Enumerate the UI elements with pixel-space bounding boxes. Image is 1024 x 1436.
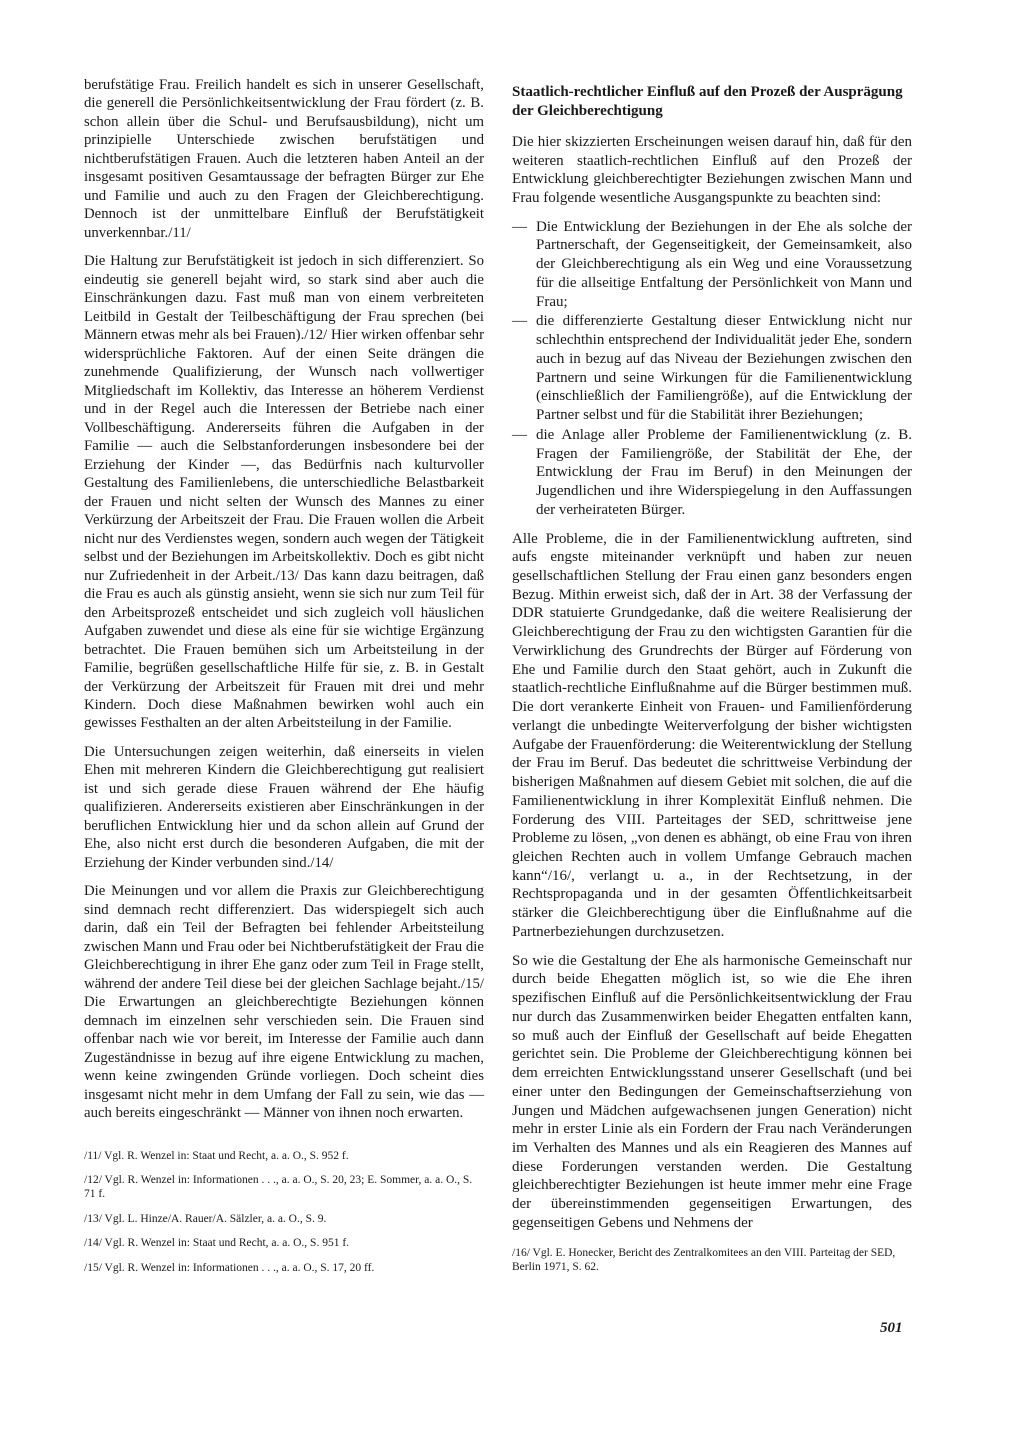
paragraph: Die Meinungen und vor allem die Praxis zur Gleichberechtigung sind demnach recht differenziert. Das widerspiegelt sich auch darin, daß ein Teil der Befragten bei fehlender Arbeitsteilung zwischen Mann und Frau oder bei Nichtberufstätigkeit der Frau die Gleichberechtigung in ihrer Ehe ganz oder zum Teil in Frage stellt, während der andere Teil diese bei der gleichen Sachlage bejaht./15/ Die Erwartungen an gleichberechtigte Beziehungen können demnach im einzelnen sehr verschieden sein. Die Frauen sind offenbar nach wie vor bereit, im Interesse der Familie auch dann Zugeständnisse in bezug auf ihre eigene Entwicklung zu machen, wenn keine zwingenden Gründe vorliegen. Doch scheint dies insgesamt nicht mehr in dem Umfang der Fall zu sein, wie das — auch bereits eingeschränkt — Männer von ihnen noch erwarten. [84,883,484,1122]
footnote: /16/ Vgl. E. Honecker, Bericht des Zentralkomitees an den VIII. Parteitag der SED, Berlin 1971, S. 62. [512,1246,896,1274]
paragraph: Alle Probleme, die in der Familienentwicklung auftreten, sind aufs engste miteinander verknüpft und haben zur neuen gesellschaftlichen Stellung der Frau einen ganz besonders engen Bezug. Mithin erweist sich, daß der in Art. 38 der Verfassung der DDR statuierte Grundgedanke, daß die weitere Realisierung der Gleichberechtigung der Frau zu den wichtigsten Garantien für die Verwirklichung des Grundrechts der Bürger auf Förderung von Ehe und Familie durch den Staat gehört, auch in Zukunft die staatlich-rechtliche Einflußnahme auf die Bürger bestimmen muß. Die dort verankerte Einheit von Frauen- und Familienförderung verlangt die unbedingte Weiterverfolgung der bisher wichtigsten Aufgabe der Frauenförderung: die Weiterentwicklung der Stellung der Frau im Beruf. Das bedeutet die schrittweise Verbindung der bisherigen Maßnahmen auf diesem Gebiet mit solchen, die auf die Familienentwicklung in ihrer Komplexität Einfluß nehmen. Die Forderung des VIII. Parteitages der SED, schrittweise jene Probleme zu lösen, „von denen es abhängt, ob eine Frau von ihren gleichen Rechten auch in vollem Umfange Gebrauch machen kann“/16/, verlangt u. a., in der Rechtsetzung, in der Rechtspropaganda und in der gesamten Öffentlichkeitsarbeit stärker die Gleichberechtigung über die Einflußnahme auf die Partnerbeziehungen durchzusetzen. [512,530,912,940]
list-item: — Die Entwicklung der Beziehungen in der Ehe als solche der Partnerschaft, der Gegenseitigkeit, der Gemeinsamkeit, also der Gleichberechtigung als ein Weg und eine Voraussetzung für die allseitige Entfaltung der Persönlichkeit von Mann und Frau; [512,218,912,312]
dash-list [512,218,912,520]
left-column [84,76,484,1285]
footnote: /15/ Vgl. R. Wenzel in: Informationen . . ., a. a. O., S. 17, 20 ff. [84,1261,375,1274]
paragraph: berufstätige Frau. Freilich handelt es sich in unserer Gesellschaft, die generell die Persönlichkeitsentwicklung der Frau fördert (z. B. schon allein über die Schul- und Berufsausbildung), nicht um prinzipielle Unterschiede zwischen berufstätigen und nichtberufstätigen Frauen. Auch die letzteren haben Anteil an der insgesamt positiven Gesamtaussage der befragten Bürger zur Ehe und Familie und auch zu den Fragen der Gleichberechtigung. Dennoch ist der unmittelbare Einfluß der Berufstätigkeit unverkennbar./11/ [84,77,484,241]
paragraph: Die hier skizzierten Erscheinungen weisen darauf hin, daß für den weiteren staatlich-rechtlichen Einfluß auf den Prozeß der Entwicklung gleichberechtigter Beziehungen zwischen Mann und Frau folgende wesentliche Ausgangspunkte zu beachten sind: [512,133,912,207]
footnotes-right [512,1246,912,1275]
paragraph: So wie die Gestaltung der Ehe als harmonische Gemeinschaft nur durch beide Ehegatten möglich ist, so wie die Ehe ihren spezifischen Einfluß auf die Persönlichkeitsentwicklung der Frau nur durch das Zusammenwirken beider Ehegatten entfalten kann, so muß auch der Einfluß der Gesellschaft auf beide Ehegatten gerichtet sein. Die Probleme der Gleichberechtigung können bei dem erreichten Entwicklungsstand unserer Gesellschaft (und bei einer unter den Bedingungen der Gemeinschaftserziehung von Jungen und Mädchen aufgewachsenen jungen Generation) nicht mehr in erster Linie als ein Fordern der Frau nach Veränderungen im Verhalten des Mannes und als ein Reagieren des Mannes auf diese Forderungen verstanden werden. Die Gestaltung gleichberechtigter Beziehungen ist heute immer mehr eine Frage der übereinstimmenden gegenseitigen Erwartungen, des gegenseitigen Gebens und Nehmens der [512,952,912,1231]
page-number: 501 [880,1320,903,1336]
paragraph: Die Haltung zur Berufstätigkeit ist jedoch in sich differenziert. So eindeutig sie generell bejaht wird, so stark sind aber auch die Einschränkungen dazu. Fast muß man von einem verbreiteten Leitbild in Gestalt der Teilbeschäftigung der Frau sprechen (bei Männern etwas mehr als bei Frauen)./12/ Hier wirken offenbar sehr widersprüchliche Faktoren. Auf der einen Seite drängen die zunehmende Qualifizierung, der Wunsch nach vollwertiger Mitgliedschaft im Kollektiv, das Interesse an höherem Verdienst und in der Regel auch die Interessen der Betriebe nach einer Vollbeschäftigung. Andererseits führen die Aufgaben in der Familie — auch die Selbstanforderungen insbesondere bei der Erziehung der Kinder —, das Bedürfnis nach kulturvoller Gestaltung des Familienlebens, die unterschiedliche Belastbarkeit der Frauen und nicht selten der Wunsch des Mannes zu einer Verkürzung der Arbeitszeit der Frau. Die Frauen wollen die Arbeit nicht nur des Verdienstes wegen, sondern auch wegen der Tätigkeit selbst und der Beziehungen im Arbeitskollektiv. Doch es gibt nicht nur Zufriedenheit in der Arbeit./13/ Das kann dazu beitragen, daß die Frau es auch als günstig ansieht, wenn sie sich nur zum Teil für den Arbeitsprozeß entscheidet und sich zugleich voll häuslichen Aufgaben zuwendet und diese als eine für sie wichtige Ergänzung betrachtet. Die Frauen bemühen sich um Arbeitsteilung in der Familie, begrüßen gesellschaftliche Hilfe für sie, z. B. in Gestalt der Verkürzung der Arbeitszeit für Frauen mit drei und mehr Kindern. Doch diese Maßnahmen bewirken wohl auch ein gewisses Festhalten an der alten Arbeitsteilung in der Familie. [84,253,484,732]
footnote: /13/ Vgl. L. Hinze/A. Rauer/A. Sälzler, a. a. O., S. 9. [84,1212,327,1225]
list-item: — die Anlage aller Probleme der Familienentwicklung (z. B. Fragen der Familiengröße, der Stabilität der Ehe, der Entwicklung der Frau im Beruf) in den Meinungen der Jugendlichen und ihre Widerspiegelung in den Auffassungen der verheirateten Bürger. [512,426,912,520]
list-item: — die differenzierte Gestaltung dieser Entwicklung nicht nur schlechthin entsprechend der Individualität jeder Ehe, sondern auch in bezug auf das Niveau der Beziehungen zwischen den Partnern und seine Wirkungen für die Familienentwicklung (einschließlich der Familiengröße), auf die Entwicklung der Partner selbst und für die Stabilität ihrer Beziehungen; [512,312,912,424]
section-heading: Staatlich-rechtlicher Einfluß auf den Prozeß der Ausprägung der Gleichberechtigung [512,84,903,120]
footnote: /12/ Vgl. R. Wenzel in: Informationen . . ., a. a. O., S. 20, 23; E. Sommer, a. a. O., S. 71 f. [84,1174,473,1201]
paragraph: Die Untersuchungen zeigen weiterhin, daß einerseits in vielen Ehen mit mehreren Kindern die Gleichberechtigung gut realisiert ist und sich gerade diese Frauen während der Ehe häufig qualifizieren. Andererseits existieren aber Einschränkungen in der beruflichen Entwicklung hier und da schon allein auf Grund der Ehe, also nicht erst durch die besonderen Aufgaben, die mit der Erziehung der Kinder verbunden sind./14/ [84,743,484,871]
footnote: /11/ Vgl. R. Wenzel in: Staat und Recht, a. a. O., S. 952 f. [84,1149,349,1162]
right-column [512,76,912,1284]
footnotes-left [84,1149,484,1275]
footnote: /14/ Vgl. R. Wenzel in: Staat und Recht, a. a. O., S. 951 f. [84,1237,350,1250]
